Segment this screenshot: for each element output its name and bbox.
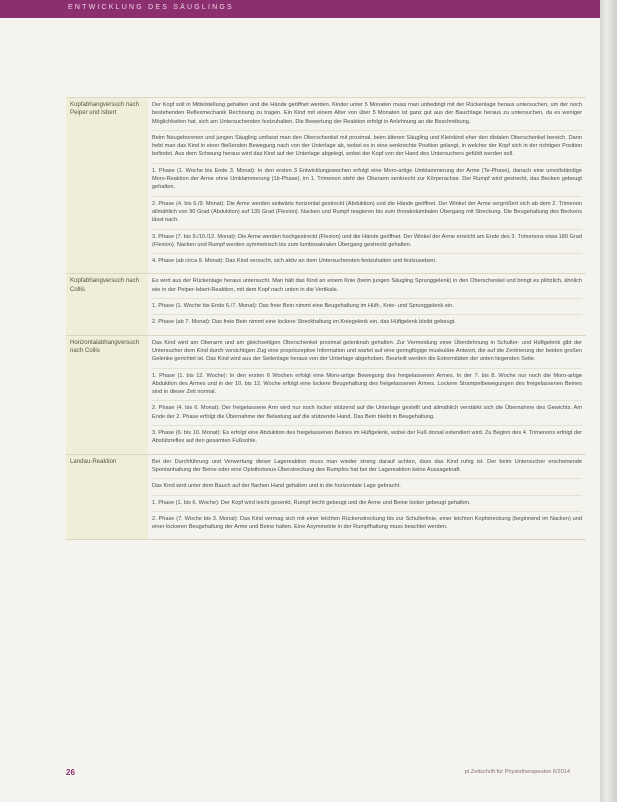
row-term: Horizontalabhangversuch nach Collis <box>66 336 148 454</box>
running-head: ENTWICKLUNG DES SÄUGLINGS <box>68 4 234 11</box>
description-paragraph: 1. Phase (1. bis 6. Woche): Der Kopf wird leicht gesenkt, Rumpf leicht gebeugt und die Arme und Beine locker gebeugt gehalten. <box>152 495 582 507</box>
description-paragraph: Bei der Durchführung und Verwertung dieser Lagereaktion muss man wieder streng darauf achten, dass das Kind ruhig ist. Der beim Untersucher erscheinende Spontanhaltung der Beine oder eine Opisthotonus-Überstreckung des Rumpfes hat bei der Lagereaktion keine Aussagekraft. <box>152 458 582 473</box>
description-paragraph: 2. Phase (4. bis 6./9. Monat): Die Arme werden seitwärts horizontal gestreckt (Abduktion) und die Hände geöffnet. Der Winkel der Arme vergrößert sich ab dem 2. Trimenon allmählich von 90 Grad (Abduktion) auf 135 Grad (Flexion). Nacken und Rumpf reagieren bis zum thorakolumbalen Übergang mit Streckung. Die Beugehaltung des Beckens lässt nach. <box>152 196 582 225</box>
description-paragraph: 3. Phase (6. bis 10. Monat): Es erfolgt eine Abduktion des freigelassenen Beines im Hüftgelenk, wobei der Fuß dorsal extendiert wird. Zu Beginn des 4. Trimenons erfolgt der Abstützreflex auf den gesamten Fußsohle. <box>152 425 582 446</box>
description-paragraph: 2. Phase (ab 7. Monat): Das freie Bein nimmt eine lockere Streckhaltung im Kniegelenk ein, das Hüftgelenk bleibt gebeugt. <box>152 314 582 326</box>
footer-source: pt Zeitschrift für Physiotherapeuten 6/2014 <box>464 769 570 775</box>
description-paragraph: Es wird aus der Rückenlage heraus untersucht. Man hält das Kind an einem Knie (beim jungen Säugling Sprunggelenk) in den Oberschenkel und bringt es plötzlich, ähnlich wie in der Peiper-Isbert-Reaktion, mit dem Kopf nach unten in die Vertikale. <box>152 278 582 293</box>
row-term: Landau-Reaktion <box>66 455 148 540</box>
row-description <box>148 274 586 334</box>
row-term: Kopfabhangversuch nach Collis <box>66 274 148 334</box>
row-description <box>148 455 586 540</box>
description-paragraph: Das Kind wird unter dem Bauch auf der flachen Hand gehalten und in die horizontale Lage gebracht. <box>152 478 582 490</box>
page-edge <box>600 0 617 802</box>
row-term: Kopfabhangversuch nach Peiper und Isbert <box>66 98 148 273</box>
table-row <box>66 335 586 454</box>
table-row <box>66 97 586 273</box>
description-paragraph: Beim Neugeborenen und jungen Säugling umfasst man den Oberschenkel mit proximal, beim älteren Säugling und Kleinkind eher den distalen Oberschenkel bereich. Dann hebt man das Kind in einer fließenden Bewegung nach von der Unterlage ab, wobei es in eine senkrechte Position gelangt, in welcher der Kopf sich in der richtigen Position befindet. Aus dem Schwung heraus wird das Kind auf der Unterlage abgelegt, wobei der Kopf von der Hand des Untersuchers gefühlt werden soll. <box>152 130 582 159</box>
description-paragraph: 1. Phase (1. Woche bis Ende 6./7. Monat): Das freie Bein nimmt eine Beugehaltung im Hüft-, Knie- und Sprunggelenk ein. <box>152 298 582 310</box>
row-description <box>148 98 586 273</box>
running-head-band <box>0 0 600 18</box>
description-paragraph: 4. Phase (ab circa 9. Monat): Das Kind versucht, sich aktiv an dem Untersuchenden festzuhalten und festzusetzen. <box>152 253 582 265</box>
description-paragraph: 2. Phase (4. bis 6. Monat): Der freigelassene Arm wird nur noch locker stützend auf die Unterlage gestellt und allmählich verstärkt sich die Übernahme des Gewichts. Am Ende der 2. Phase erfolgt die Übernahme der Belastung auf die stützende Hand. Das Bein bleibt in Beugehaltung. <box>152 400 582 421</box>
page-number: 26 <box>66 768 75 777</box>
table-row <box>66 454 586 541</box>
description-paragraph: Der Kopf soll in Mittelstellung gehalten und die Hände geöffnet werden. Kinder unter 5 Monaten muss man unbedingt mit der Rückenlage heraus untersuchen, um der noch bestehenden Reflexmechanik Rechnung zu tragen. Ein Kind mit einem Alter von über 5 Monaten ist ganz gut aus der Bauchlage heraus zu untersuchen, da es weniger Möglichkeiten hat, sich am Untersuchenden festzuhalten. Die Bewertung der Reaktion erfolgt in Anlehnung an die Beschreibung. <box>152 102 582 125</box>
description-paragraph: Das Kind wird am Oberarm und am gleichseitigen Oberschenkel proximal gelenknah gehalten. Zur Vermeidung einer Überdehnung in Schulter- und Hüftgelenk gibt der Untersucher dem Kind durch vorsichtigen Zug eine propriozeptive Information und wartet auf eine geringfügige muskuläre Antwort, die auf die Zentrierung der beiden großen Gelenke gerichtet ist. Das Kind wird aus der Seitenlage heraus von der Unterlage abgehoben. Beurteilt werden die Extremitäten der unten liegenden Seite. <box>152 339 582 363</box>
description-paragraph: 2. Phase (7. Woche bis 3. Monat): Das Kind vermag sich mit einer leichten Rückenstreckung bis zur Schulterlinie, einer leichten Kopfstreckung (beginnend im Nacken) und einer lockeren Beugehaltung der Arme und Beine halten. Eine Asymmetrie in der Rumpfhaltung muss beachtet werden. <box>152 511 582 532</box>
row-description <box>148 336 586 454</box>
description-paragraph: 1. Phase (1. Woche bis Ende 3. Monat): In den ersten 3 Entwicklungswochen erfolgt eine Moro-artige Umklammerung der Arme (Te-Phase), danach eine unvollständige Moro-Reaktion der Arme ohne Umklammerung (1b-Phase), im 1. Trimenon steht der Oberarm senkrecht zur Körperachse. Der Rumpf wird gestreckt, das Becken gebeugt gehalten. <box>152 163 582 192</box>
description-paragraph: 3. Phase (7. bis 9./10./12. Monat): Die Arme werden hochgestreckt (Flexion) und die Hände geöffnet. Der Winkel der Arme erreicht am Ende des 3. Trimenons etwa 180 Grad (Flexion). Nacken und Rumpf werden symmetrisch bis zum lumbosakralen Übergang gestreckt gehalten. <box>152 229 582 250</box>
description-paragraph: 1. Phase (1. bis 12. Woche): In den ersten 6 Wochen erfolgt eine Moro-artige Bewegung des freigelassenen Armes. In der 7. bis 8. Woche nur noch die Moro-artige Abduktion des Armes und in der 10. bis 12. Woche erfolgt eine lockere Beugehaltung des freigelassenen Armes. Lockere Strampelbewegungen des freigelassenen Beines sind in dieser Zeit normal. <box>152 368 582 397</box>
reflex-table <box>66 97 586 540</box>
table-row <box>66 273 586 334</box>
